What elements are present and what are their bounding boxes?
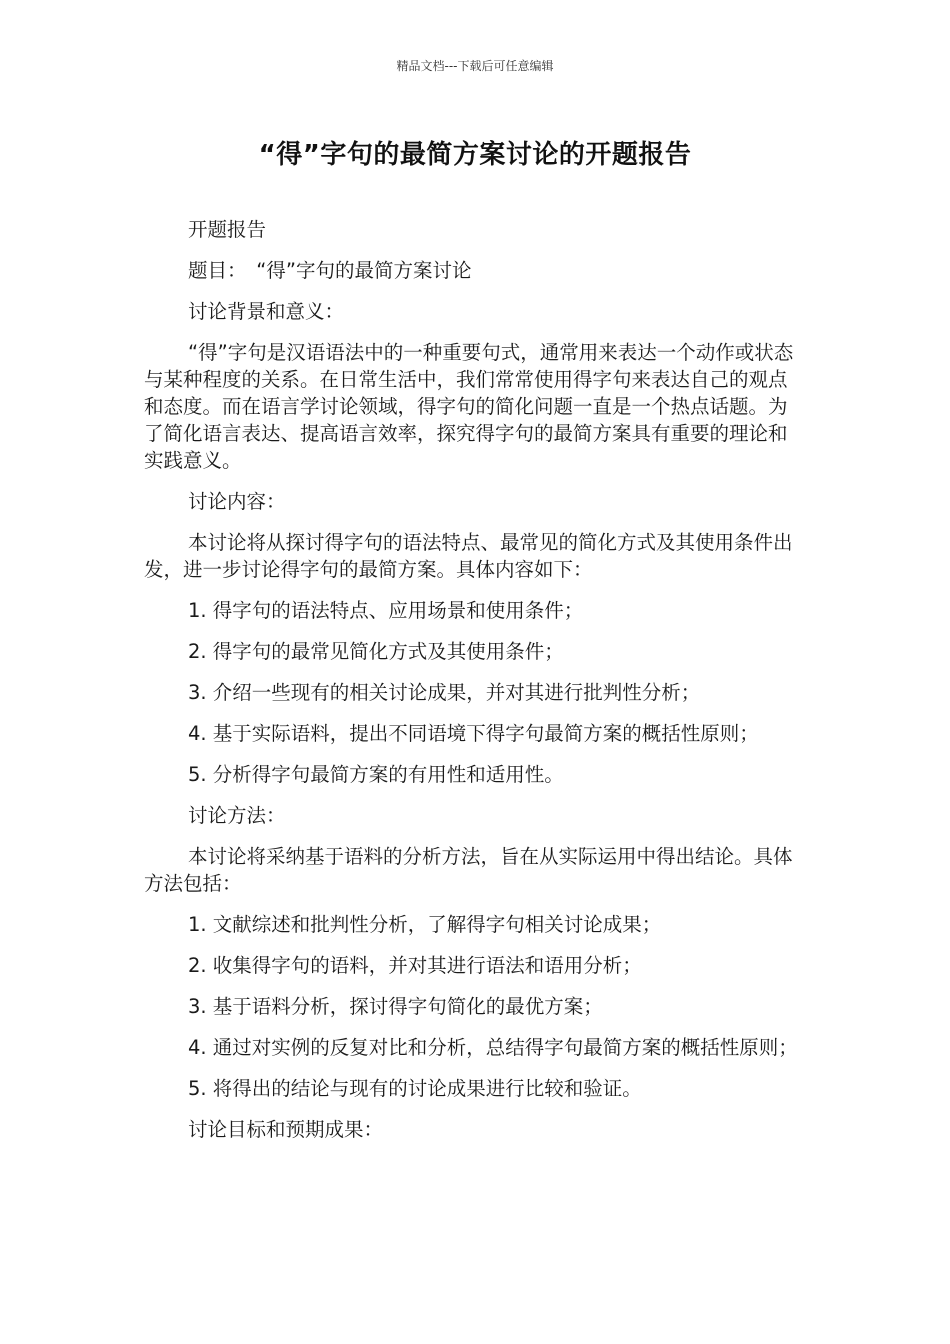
paragraph-report-label: 开题报告 bbox=[188, 218, 267, 241]
header-note: 精品文档---下载后可任意编辑 bbox=[396, 59, 554, 73]
paragraph-background: “得”字句是汉语语法中的一种重要句式，通常用来表达一个动作或状态与某种程度的关系。在日常生活中，我们常常使用得字句来表达自己的观点和态度。而在语言学讨论领域，得字句的简化问题一直是一个热点话题。为了简化语言表达、提高语言效率，探究得字句的最简方案具有重要的理论和实践意义。 bbox=[144, 341, 794, 472]
list-item-method-4: 4. 通过对实例的反复对比和分析，总结得字句最简方案的概括性原则； bbox=[188, 1036, 798, 1059]
heading-content: 讨论内容： bbox=[188, 490, 286, 513]
document-body bbox=[144, 216, 806, 1157]
paragraph-topic: 题目： “得”字句的最简方案讨论 bbox=[188, 259, 472, 282]
list-item-content-1: 1. 得字句的语法特点、应用场景和使用条件； bbox=[188, 599, 584, 622]
heading-method: 讨论方法： bbox=[188, 804, 286, 827]
list-item-method-5: 5. 将得出的结论与现有的讨论成果进行比较和验证。 bbox=[188, 1077, 642, 1100]
paragraph-content-intro: 本讨论将从探讨得字句的语法特点、最常见的简化方式及其使用条件出发，进一步讨论得字句的最简方案。具体内容如下： bbox=[144, 531, 793, 581]
list-item-content-4: 4. 基于实际语料，提出不同语境下得字句最简方案的概括性原则； bbox=[188, 722, 759, 745]
list-item-content-5: 5. 分析得字句最简方案的有用性和适用性。 bbox=[188, 763, 564, 786]
heading-goals: 讨论目标和预期成果： bbox=[188, 1118, 384, 1141]
document-title: “得”字句的最简方案讨论的开题报告 bbox=[258, 140, 692, 170]
list-item-method-1: 1. 文献综述和批判性分析，了解得字句相关讨论成果； bbox=[188, 913, 662, 936]
list-item-method-2: 2. 收集得字句的语料，并对其进行语法和语用分析； bbox=[188, 954, 642, 977]
list-item-content-3: 3. 介绍一些现有的相关讨论成果，并对其进行批判性分析； bbox=[188, 681, 701, 704]
list-item-method-3: 3. 基于语料分析，探讨得字句简化的最优方案； bbox=[188, 995, 603, 1018]
paragraph-method-intro: 本讨论将采纳基于语料的分析方法，旨在从实际运用中得出结论。具体方法包括： bbox=[144, 845, 793, 895]
heading-background: 讨论背景和意义： bbox=[188, 300, 345, 323]
list-item-content-2: 2. 得字句的最常见简化方式及其使用条件； bbox=[188, 640, 564, 663]
